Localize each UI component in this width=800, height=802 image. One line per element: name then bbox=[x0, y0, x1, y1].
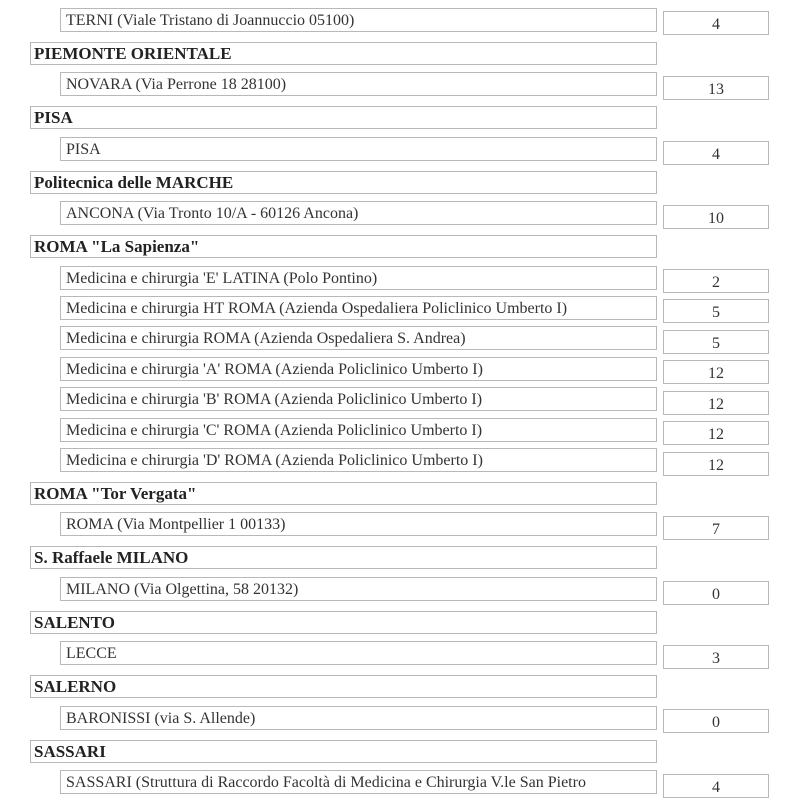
location-field[interactable]: PISA bbox=[60, 137, 657, 161]
seats-field[interactable]: 12 bbox=[663, 360, 769, 384]
seats-field[interactable]: 7 bbox=[663, 516, 769, 540]
university-header: PISA bbox=[30, 106, 657, 129]
seats-field[interactable]: 0 bbox=[663, 709, 769, 733]
university-header: ROMA "La Sapienza" bbox=[30, 235, 657, 258]
university-header: ROMA "Tor Vergata" bbox=[30, 482, 657, 505]
location-field[interactable]: Medicina e chirurgia 'B' ROMA (Azienda Policlinico Umberto I) bbox=[60, 387, 657, 411]
location-field[interactable]: NOVARA (Via Perrone 18 28100) bbox=[60, 72, 657, 96]
seats-field[interactable]: 10 bbox=[663, 205, 769, 229]
seats-field[interactable]: 4 bbox=[663, 11, 769, 35]
location-field[interactable]: ROMA (Via Montpellier 1 00133) bbox=[60, 512, 657, 536]
location-field[interactable]: TERNI (Viale Tristano di Joannuccio 05100) bbox=[60, 8, 657, 32]
seats-field[interactable]: 4 bbox=[663, 141, 769, 165]
seats-field[interactable]: 12 bbox=[663, 452, 769, 476]
location-field[interactable]: Medicina e chirurgia HT ROMA (Azienda Ospedaliera Policlinico Umberto I) bbox=[60, 296, 657, 320]
seats-field[interactable]: 5 bbox=[663, 330, 769, 354]
university-header: SALENTO bbox=[30, 611, 657, 634]
location-field[interactable]: MILANO (Via Olgettina, 58 20132) bbox=[60, 577, 657, 601]
university-header: PIEMONTE ORIENTALE bbox=[30, 42, 657, 65]
location-field[interactable]: SASSARI (Struttura di Raccordo Facoltà di Medicina e Chirurgia V.le San Pietro bbox=[60, 770, 657, 794]
location-field[interactable]: ANCONA (Via Tronto 10/A - 60126 Ancona) bbox=[60, 201, 657, 225]
seats-field[interactable]: 0 bbox=[663, 581, 769, 605]
seats-field[interactable]: 4 bbox=[663, 774, 769, 798]
seats-field[interactable]: 2 bbox=[663, 269, 769, 293]
university-header: S. Raffaele MILANO bbox=[30, 546, 657, 569]
university-header: SASSARI bbox=[30, 740, 657, 763]
university-header: Politecnica delle MARCHE bbox=[30, 171, 657, 194]
location-field[interactable]: Medicina e chirurgia 'A' ROMA (Azienda Policlinico Umberto I) bbox=[60, 357, 657, 381]
location-field[interactable]: Medicina e chirurgia 'E' LATINA (Polo Pontino) bbox=[60, 266, 657, 290]
seats-field[interactable]: 12 bbox=[663, 391, 769, 415]
seats-field[interactable]: 13 bbox=[663, 76, 769, 100]
university-header: SALERNO bbox=[30, 675, 657, 698]
location-field[interactable]: Medicina e chirurgia ROMA (Azienda Ospedaliera S. Andrea) bbox=[60, 326, 657, 350]
location-field[interactable]: BARONISSI (via S. Allende) bbox=[60, 706, 657, 730]
seats-field[interactable]: 5 bbox=[663, 299, 769, 323]
location-field[interactable]: LECCE bbox=[60, 641, 657, 665]
location-field[interactable]: Medicina e chirurgia 'C' ROMA (Azienda Policlinico Umberto I) bbox=[60, 418, 657, 442]
seats-field[interactable]: 12 bbox=[663, 421, 769, 445]
location-field[interactable]: Medicina e chirurgia 'D' ROMA (Azienda Policlinico Umberto I) bbox=[60, 448, 657, 472]
seats-field[interactable]: 3 bbox=[663, 645, 769, 669]
